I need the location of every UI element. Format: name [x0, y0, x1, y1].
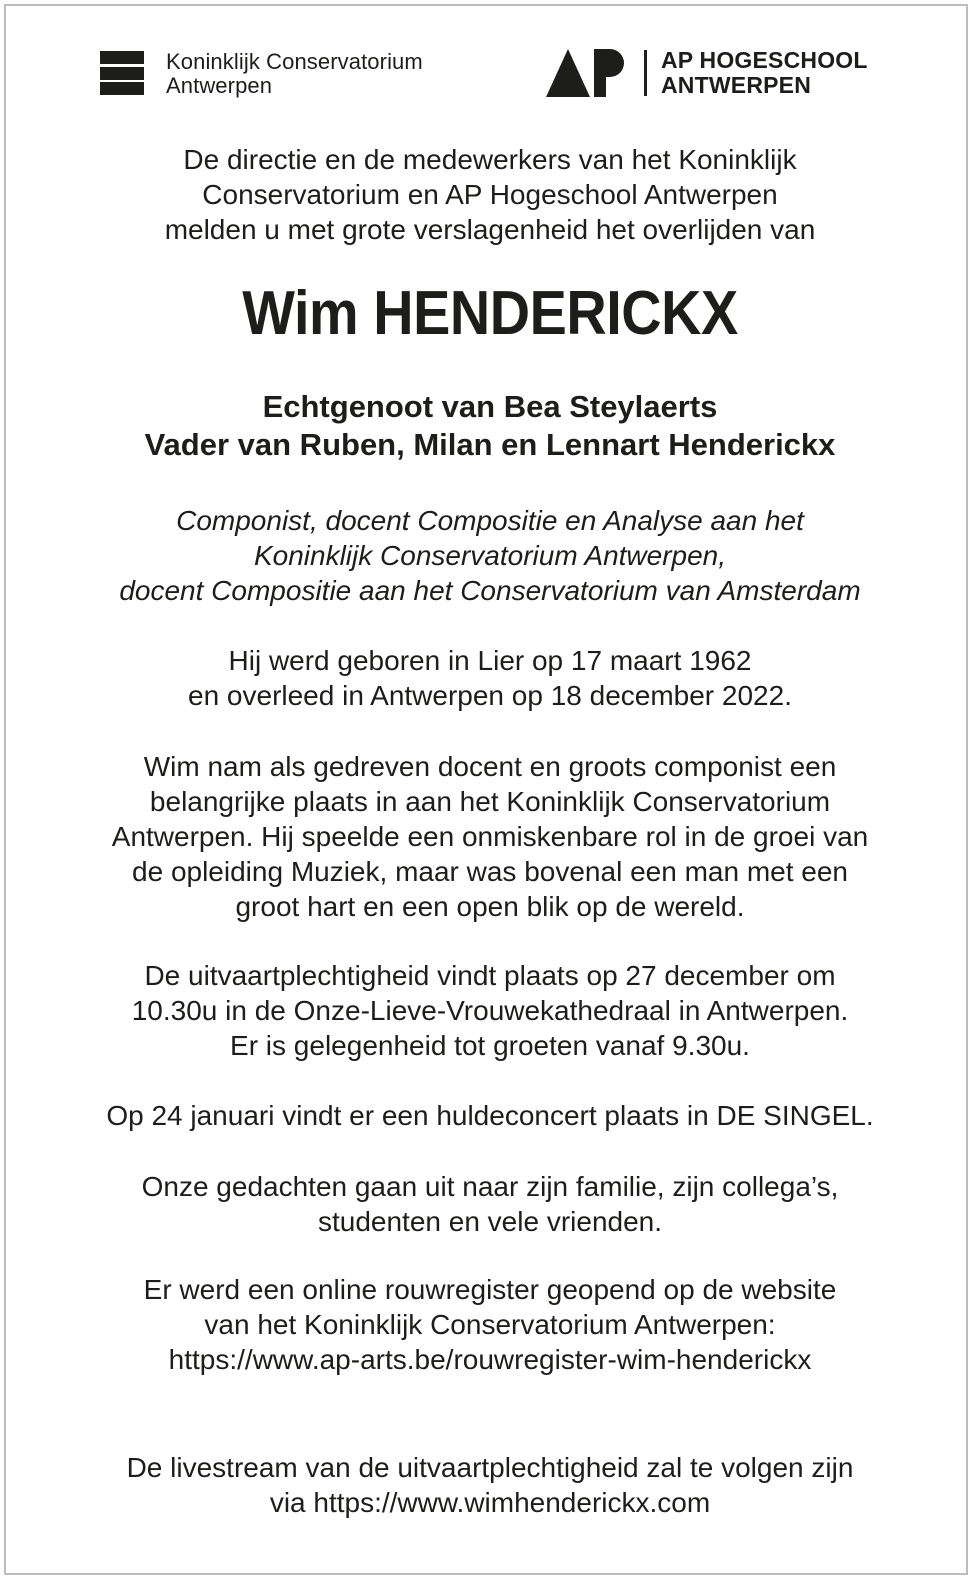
- tribute-line: groot hart en een open blik op de wereld.: [235, 891, 745, 922]
- ap-logo: [546, 48, 868, 98]
- kca-logo-line1: Koninklijk Conservatorium: [166, 49, 423, 74]
- role-line: Koninklijk Conservatorium Antwerpen,: [253, 540, 727, 571]
- funeral-line: De uitvaartplechtigheid vindt plaats op 27 december om: [144, 960, 836, 991]
- kca-logo-line2: Antwerpen: [166, 73, 273, 98]
- born-line: en overleed in Antwerpen op 18 december 2022.: [188, 680, 792, 711]
- ap-logo-mark-icon: [546, 49, 630, 97]
- kca-logo-mark-icon: [100, 51, 144, 95]
- intro-line: Conservatorium en AP Hogeschool Antwerpen: [202, 179, 778, 210]
- relation-line: Echtgenoot van Bea Steylaerts: [262, 389, 718, 424]
- concert-line: Op 24 januari vindt er een huldeconcert plaats in DE SINGEL.: [106, 1100, 874, 1131]
- thoughts-line: studenten en vele vrienden.: [317, 1206, 663, 1237]
- register-link[interactable]: https://www.ap-arts.be/rouwregister-wim-henderickx: [168, 1344, 812, 1375]
- deceased-name: Wim HENDERICKX: [242, 279, 738, 348]
- funeral-line: Er is gelegenheid tot groeten vanaf 9.30u.: [230, 1030, 750, 1061]
- role-line: docent Compositie aan het Conservatorium van Amsterdam: [119, 575, 861, 606]
- tribute-line: Wim nam als gedreven docent en groots componist een: [143, 751, 837, 782]
- livestream-line: De livestream van de uitvaartplechtigheid zal te volgen zijn: [126, 1452, 854, 1483]
- livestream-link[interactable]: via https://www.wimhenderickx.com: [269, 1487, 711, 1518]
- register-line: Er werd een online rouwregister geopend op de website: [143, 1274, 837, 1305]
- tribute-paragraph: [0, 749, 980, 924]
- ap-logo-divider: [644, 50, 647, 96]
- ap-logo-text: [661, 48, 868, 98]
- role-line: Componist, docent Compositie en Analyse aan het: [176, 505, 804, 536]
- funeral-line: 10.30u in de Onze-Lieve-Vrouwekathedraal in Antwerpen.: [131, 995, 849, 1026]
- kca-logo-text: [166, 50, 423, 98]
- thoughts-paragraph: [0, 1169, 980, 1239]
- register-line: van het Koninklijk Conservatorium Antwerpen:: [204, 1309, 776, 1340]
- livestream-paragraph: [0, 1450, 980, 1520]
- thoughts-line: Onze gedachten gaan uit naar zijn familie, zijn collega’s,: [141, 1171, 839, 1202]
- born-line: Hij werd geboren in Lier op 17 maart 1962: [228, 645, 752, 676]
- kca-logo: [100, 50, 423, 98]
- tribute-line: belangrijke plaats in aan het Koninklijk Conservatorium: [149, 786, 831, 817]
- tribute-line: de opleiding Muziek, maar was bovenal een man met een: [132, 856, 848, 887]
- concert-paragraph: [0, 1098, 980, 1133]
- intro-line: De directie en de medewerkers van het Koninklijk: [183, 144, 797, 175]
- ap-logo-line2: ANTWERPEN: [661, 72, 812, 98]
- relations-block: [0, 388, 980, 464]
- relation-line: Vader van Ruben, Milan en Lennart Henderickx: [144, 427, 836, 462]
- role-paragraph: [0, 503, 980, 608]
- register-paragraph: [0, 1272, 980, 1377]
- ap-logo-line1: AP HOGESCHOOL: [661, 47, 868, 73]
- intro-line: melden u met grote verslagenheid het overlijden van: [164, 214, 816, 245]
- birth-death-paragraph: [0, 643, 980, 713]
- header-logos: [0, 44, 980, 104]
- tribute-line: Antwerpen. Hij speelde een onmiskenbare rol in de groei van: [111, 821, 869, 852]
- intro-paragraph: [0, 142, 980, 247]
- funeral-paragraph: [0, 958, 980, 1063]
